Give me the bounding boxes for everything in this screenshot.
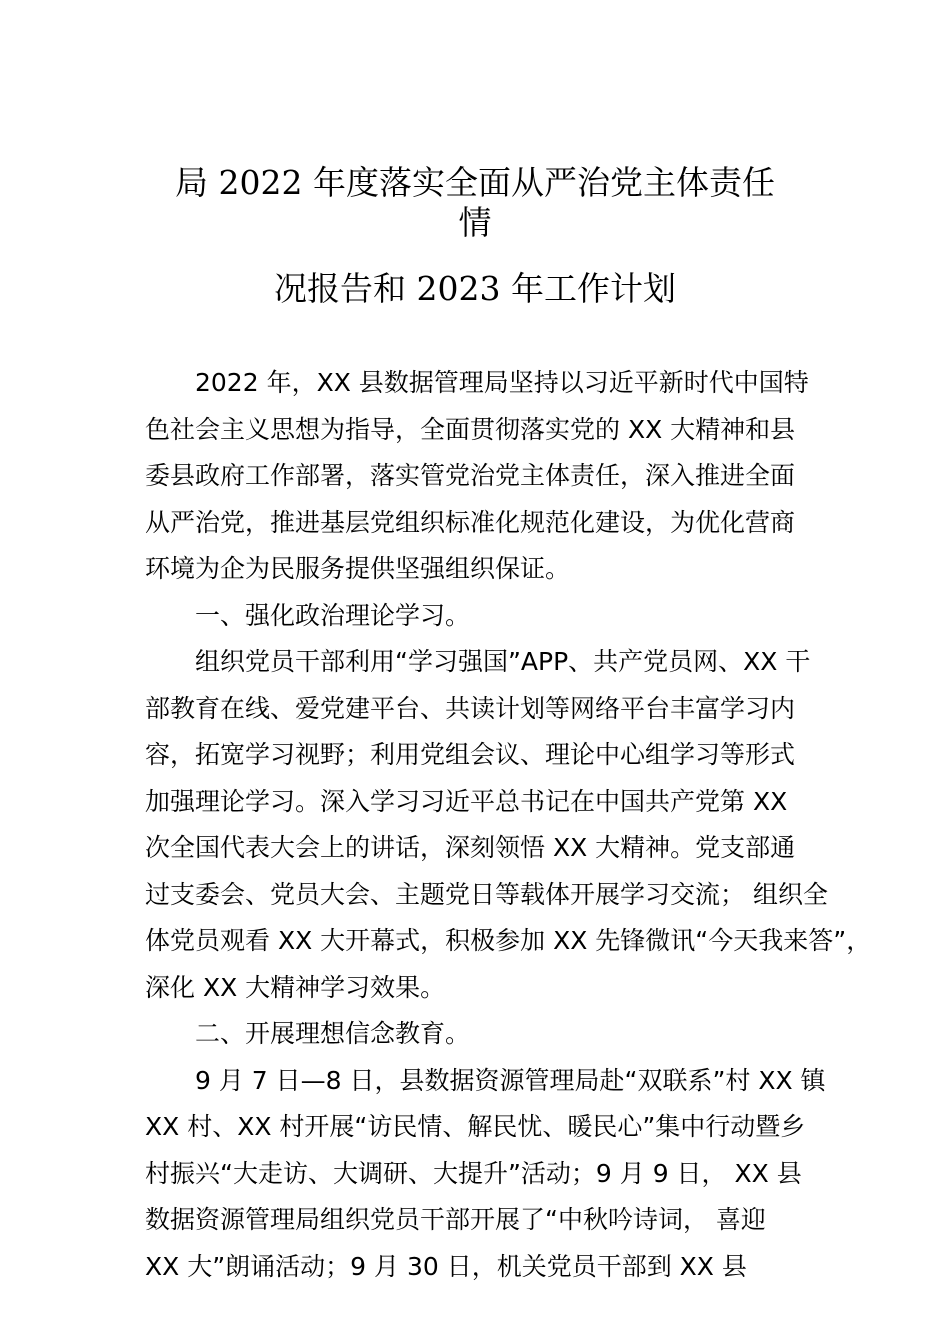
document-title-line-2: 情 xyxy=(458,203,492,242)
body-line: 次全国代表大会上的讲话，深刻领悟 XX 大精神。党支部通 xyxy=(145,833,796,862)
body-line: XX 村、XX 村开展“访民情、解民忧、暖民心”集中行动暨乡 xyxy=(145,1112,806,1141)
body-line: 环境为企为民服务提供坚强组织保证。 xyxy=(145,554,571,583)
body-line: 体党员观看 XX 大开幕式，积极参加 XX 先锋微讯“今天我来答”， xyxy=(145,926,872,955)
body-line: 容，拓宽学习视野；利用党组会议、理论中心组学习等形式 xyxy=(145,740,796,769)
body-line: 深化 XX 大精神学习效果。 xyxy=(145,972,446,1002)
document-title-line-1: 局 2022 年度落实全面从严治党主体责任 xyxy=(175,163,775,202)
body-line: 色社会主义思想为指导，全面贯彻落实党的 XX 大精神和县 xyxy=(145,414,796,444)
document-title-line-3: 况报告和 2023 年工作计划 xyxy=(274,269,676,308)
body-line: 部教育在线、爱党建平台、共读计划等网络平台丰富学习内 xyxy=(145,693,796,723)
body-line: 2022 年，XX 县数据管理局坚持以习近平新时代中国特 xyxy=(195,368,809,397)
body-line: 加强理论学习。深入学习习近平总书记在中国共产党第 XX xyxy=(145,786,788,816)
body-line: 一、强化政治理论学习。 xyxy=(195,600,471,630)
body-line: 委县政府工作部署，落实管党治党主体责任，深入推进全面 xyxy=(145,461,796,490)
body-line: 过支委会、党员大会、主题党日等载体开展学习交流； 组织全 xyxy=(145,879,828,909)
document-body xyxy=(145,360,872,1290)
body-line: 数据资源管理局组织党员干部开展了“中秋吟诗词， 喜迎 xyxy=(145,1205,766,1234)
body-line: 9 月 7 日—8 日，县数据资源管理局赴“双联系”村 XX 镇 xyxy=(195,1065,826,1095)
body-line: 组织党员干部利用“学习强国”APP、共产党员网、XX 干 xyxy=(195,647,811,676)
body-line: 村振兴“大走访、大调研、大提升”活动；9 月 9 日， XX 县 xyxy=(145,1158,802,1188)
body-line: XX 大”朗诵活动；9 月 30 日，机关党员干部到 XX 县 xyxy=(145,1251,747,1281)
body-line: 从严治党，推进基层党组织标准化规范化建设，为优化营商 xyxy=(145,507,796,537)
body-line: 二、开展理想信念教育。 xyxy=(195,1019,471,1048)
